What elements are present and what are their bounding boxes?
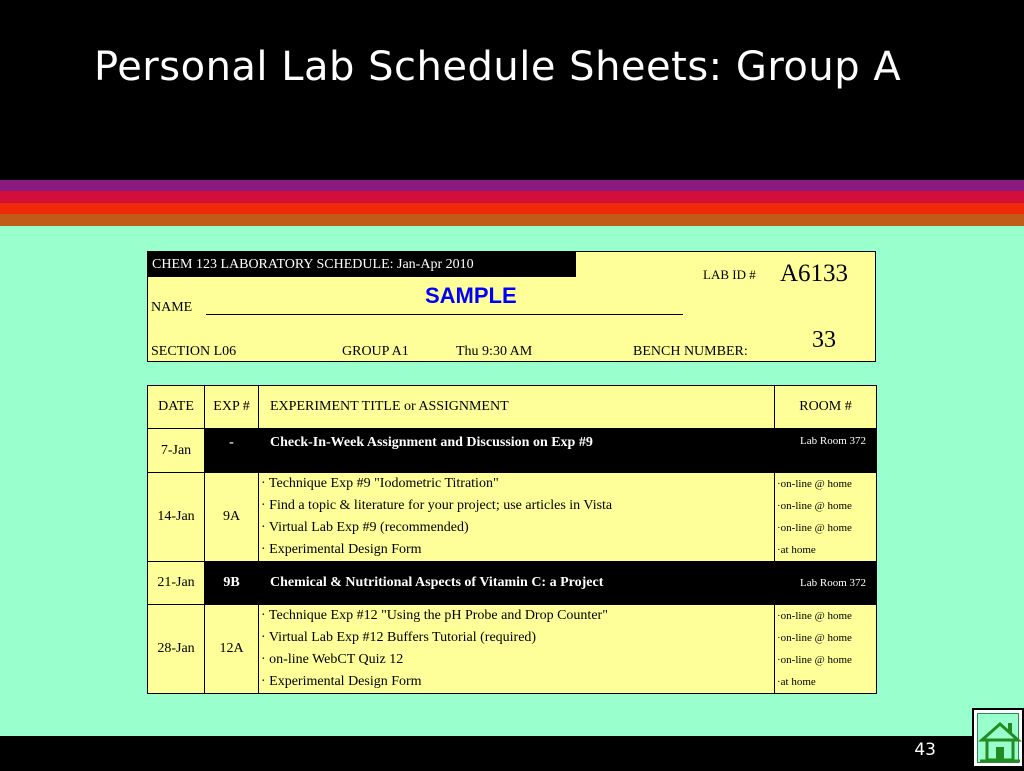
name-underline (206, 314, 683, 315)
stripe-purple (0, 180, 1024, 191)
table-header-row (148, 386, 877, 429)
row-items (259, 473, 775, 562)
schedule-table (147, 385, 877, 694)
row-room: Lab Room 372 (775, 429, 877, 473)
list-item: · Experimental Design Form (261, 674, 422, 689)
room-item: ·on-line @ home (777, 632, 852, 644)
room-item: ·on-line @ home (777, 654, 852, 666)
schedule-header-box (147, 251, 876, 362)
room-item: ·on-line @ home (777, 610, 852, 622)
col-header-exp: EXP # (205, 386, 259, 429)
row-date: 14-Jan (148, 473, 205, 562)
lab-id-value: A6133 (780, 260, 849, 287)
table-row (148, 562, 877, 605)
col-header-title: EXPERIMENT TITLE or ASSIGNMENT (259, 386, 775, 429)
title-band (0, 0, 1024, 180)
table-row (148, 429, 877, 473)
row-date: 21-Jan (148, 562, 205, 605)
group-text: GROUP A1 (342, 344, 409, 359)
schedule-title: CHEM 123 LABORATORY SCHEDULE: Jan-Apr 2010 (148, 252, 576, 277)
list-item: · on-line WebCT Quiz 12 (261, 652, 404, 667)
row-rooms (775, 473, 877, 562)
row-date: 7-Jan (148, 429, 205, 473)
list-item: · Virtual Lab Exp #12 Buffers Tutorial (required) (261, 630, 537, 645)
stripe-red (0, 203, 1024, 214)
row-room: Lab Room 372 (775, 562, 877, 605)
col-header-date: DATE (148, 386, 205, 429)
stripe-crimson (0, 191, 1024, 203)
col-header-room: ROOM # (775, 386, 877, 429)
page-number: 43 (914, 740, 936, 760)
table-row (148, 605, 877, 694)
row-title: Chemical & Nutritional Aspects of Vitamin C: a Project (259, 562, 775, 605)
section-text: SECTION L06 (151, 344, 237, 359)
row-items (259, 605, 775, 694)
bench-number-label: BENCH NUMBER: (633, 344, 748, 359)
home-icon (978, 714, 1022, 766)
list-item: · Find a topic & literature for your project; use articles in Vista (261, 498, 613, 513)
home-button[interactable] (972, 708, 1024, 768)
row-exp: 12A (205, 605, 259, 694)
list-item: · Technique Exp #9 "Iodometric Titration" (261, 476, 499, 491)
list-item: · Technique Exp #12 "Using the pH Probe and Drop Counter" (261, 608, 608, 623)
list-item: · Experimental Design Form (261, 542, 422, 557)
row-exp: 9A (205, 473, 259, 562)
row-title: Check-In-Week Assignment and Discussion on Exp #9 (259, 429, 775, 473)
list-item: · Virtual Lab Exp #9 (recommended) (261, 520, 469, 535)
table-row (148, 473, 877, 562)
lab-id-label: LAB ID # (703, 267, 756, 282)
time-text: Thu 9:30 AM (456, 344, 533, 359)
room-item: ·on-line @ home (777, 478, 852, 490)
row-date: 28-Jan (148, 605, 205, 694)
footer-band (0, 736, 1024, 768)
name-label: NAME (151, 300, 193, 315)
row-exp: 9B (205, 562, 259, 605)
home-button-face (977, 713, 1019, 763)
sample-label: SAMPLE (425, 283, 517, 308)
room-item: ·on-line @ home (777, 522, 852, 534)
stripe-orange (0, 214, 1024, 226)
room-item: ·on-line @ home (777, 500, 852, 512)
row-rooms (775, 605, 877, 694)
slide-title: Personal Lab Schedule Sheets: Group A (94, 44, 902, 90)
room-item: ·at home (777, 676, 816, 688)
bench-number-value: 33 (812, 327, 836, 353)
room-item: ·at home (777, 544, 816, 556)
row-exp: - (205, 429, 259, 473)
